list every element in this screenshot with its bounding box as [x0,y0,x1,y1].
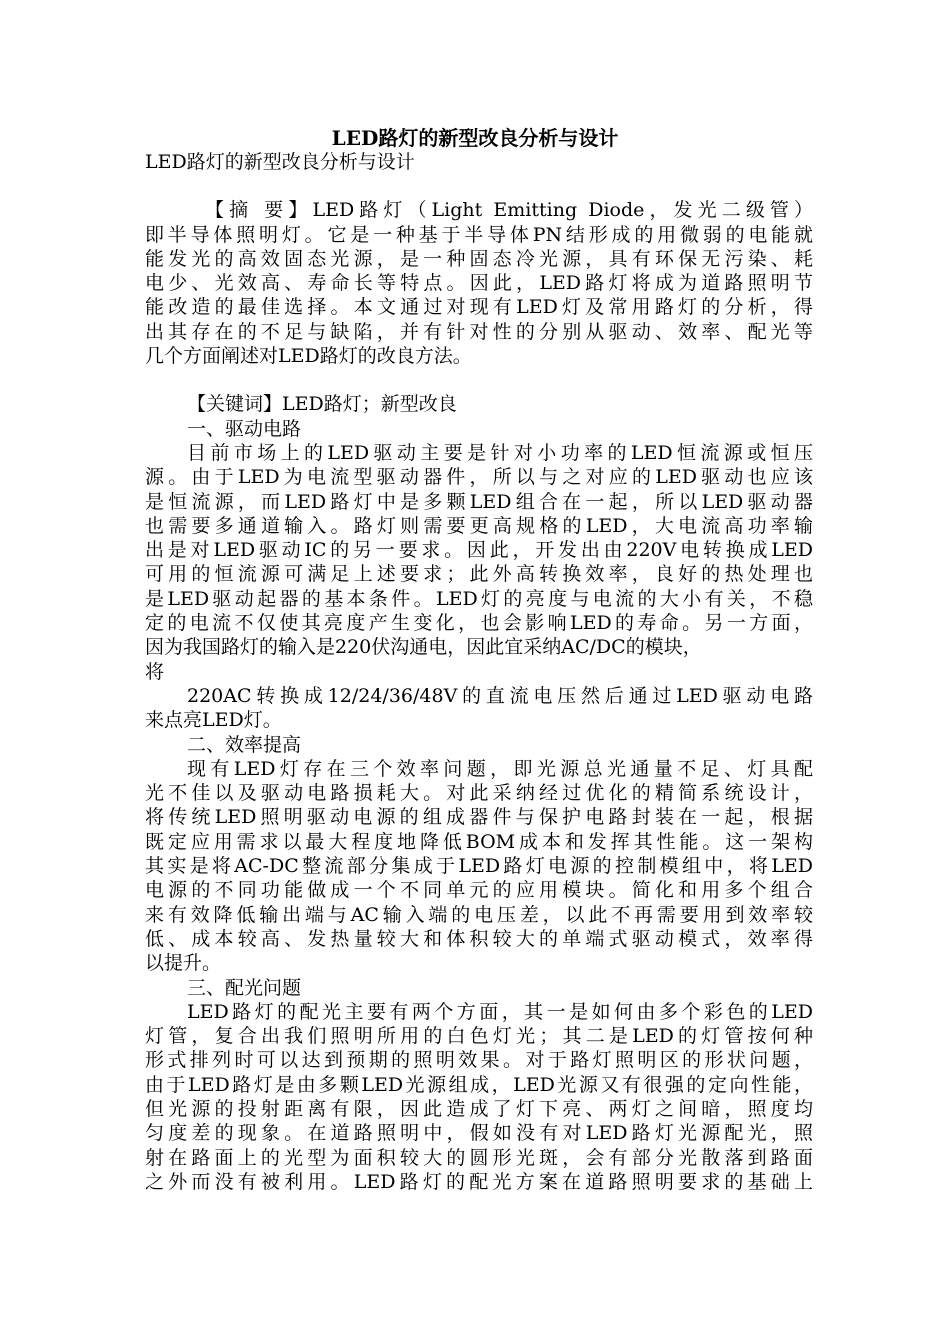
section-paragraph [145,757,813,976]
text-line: 以提升。 [145,952,222,975]
text-line: 【摘 要】LED路灯（Light Emitting Diode，发光二级管） [205,199,813,222]
text-line: 能发光的高效固态光源，是一种固态冷光源，具有环保无污染、耗 [145,247,813,270]
text-line: 来点亮LED灯。 [145,709,282,732]
abstract-paragraph [145,198,813,368]
text-line: 现有LED灯存在三个效率问题，即光源总光通量不足、灯具配 [187,757,813,780]
text-line: 电少、光效高、寿命长等特点。因此，LED路灯将成为道路照明节 [145,272,813,295]
text-line: 但光源的投射距离有限，因此造成了灯下亮、两灯之间暗，照度均 [145,1097,813,1120]
text-line: 几个方面阐述对LED路灯的改良方法。 [145,345,472,368]
text-line: 来有效降低输出端与AC输入端的电压差，以此不再需要用到效率较 [145,903,813,926]
section-heading: 一、驱动电路 [187,417,302,440]
text-line: 形式排列时可以达到预期的照明效果。对于路灯照明区的形状问题， [145,1049,813,1072]
text-line: 即半导体照明灯。它是一种基于半导体PN结形成的用微弱的电能就 [145,223,813,246]
text-line: 可用的恒流源可满足上述要求；此外高转换效率，良好的热处理也 [145,563,813,586]
spacer [145,174,813,198]
text-line: 因为我国路灯的输入是220伏沟通电，因此宜采纳AC/DC的模块， [145,636,702,659]
text-line: 也需要多通道输入。路灯则需要更高规格的LED，大电流高功率输 [145,514,813,537]
text-line: 电源的不同功能做成一个不同单元的应用模块。简化和用多个组合 [145,879,813,902]
text-line: LED路灯的配光主要有两个方面，其一是如何由多个彩色的LED [187,1000,813,1023]
text-line: 之外而没有被利用。LED路灯的配光方案在道路照明要求的基础上 [145,1170,813,1193]
text-line: 能改造的最佳选择。本文通过对现有LED灯及常用路灯的分析，得 [145,296,813,319]
keywords-line: 【关键词】LED路灯；新型改良 [187,393,457,416]
text-line: 匀度差的现象。在道路照明中，假如没有对LED路灯光源配光，照 [145,1122,813,1145]
text-line: 是LED驱动起器的基本条件。LED灯的亮度与电流的大小有关，不稳 [145,587,813,610]
document-title: LED路灯的新型改良分析与设计 [331,126,619,150]
text-line: 灯管，复合出我们照明所用的白色灯光；其二是LED的灯管按何种 [145,1025,813,1048]
spacer [145,368,813,392]
section-paragraph [145,441,813,684]
document-body [145,150,813,1194]
text-line: 出是对LED驱动IC的另一要求。因此，开发出由220V电转换成LED [145,539,813,562]
section-heading: 二、效率提高 [187,733,302,756]
text-line: 220AC转换成12/24/36/48V的直流电压然后通过LED驱动电路 [187,684,813,707]
text-line: 源。由于LED为电流型驱动器件，所以与之对应的LED驱动也应该 [145,466,813,489]
text-line: 将 [145,660,165,683]
document-subtitle: LED路灯的新型改良分析与设计 [145,151,415,173]
section-paragraph [145,1000,813,1194]
text-line: 出其存在的不足与缺陷，并有针对性的分别从驱动、效率、配光等 [145,320,813,343]
section-paragraph [145,684,813,733]
text-line: 目前市场上的LED驱动主要是针对小功率的LED恒流源或恒压 [187,441,813,464]
text-line: 光不佳以及驱动电路损耗大。对此采纳经过优化的精简系统设计， [145,782,813,805]
text-line: 定的电流不仅使其亮度产生变化，也会影响LED的寿命。另一方面， [145,612,813,635]
section-heading: 三、配光问题 [187,976,302,999]
text-line: 将传统LED照明驱动电源的组成器件与保护电路封装在一起，根据 [145,806,813,829]
text-line: 既定应用需求以最大程度地降低BOM成本和发挥其性能。这一架构 [145,830,813,853]
text-line: 由于LED路灯是由多颗LED光源组成，LED光源又有很强的定向性能， [145,1073,813,1096]
text-line: 是恒流源，而LED路灯中是多颗LED组合在一起，所以LED驱动器 [145,490,813,513]
text-line: 其实是将AC-DC整流部分集成于LED路灯电源的控制模组中，将LED [145,855,813,878]
text-line: 低、成本较高、发热量较大和体积较大的单端式驱动模式，效率得 [145,927,813,950]
text-line: 射在路面上的光型为面积较大的圆形光斑，会有部分光散落到路面 [145,1146,813,1169]
